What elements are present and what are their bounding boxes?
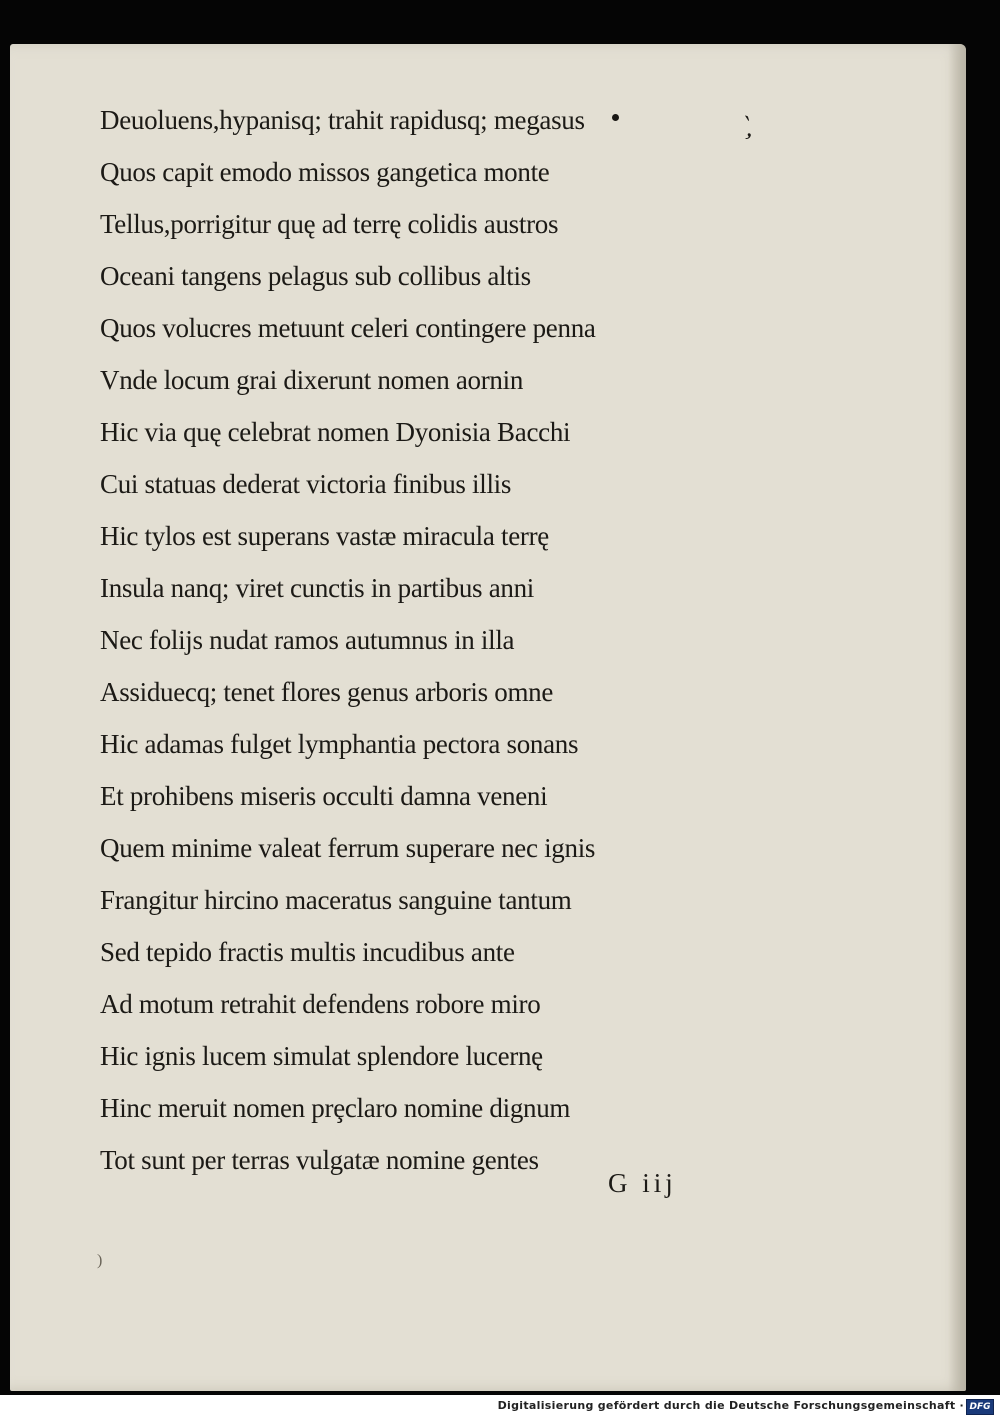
- text-line: Quos volucres metuunt celeri contingere penna: [100, 313, 596, 343]
- text-line: Hic ignis lucem simulat splendore lucernę: [100, 1041, 543, 1071]
- text-line: Nec folijs nudat ramos autumnus in illa: [100, 625, 515, 655]
- text-line: Hic adamas fulget lymphantia pectora sonans: [100, 729, 579, 759]
- text-line: Deuoluens,hypanisq; trahit rapidusq; megasus: [100, 105, 585, 135]
- text-line: Hic tylos est superans vastæ miracula terrę: [100, 521, 549, 551]
- signature-mark: G iij: [608, 1168, 677, 1198]
- text-line: Cui statuas dederat victoria finibus illis: [100, 469, 512, 499]
- text-line: Quem minime valeat ferrum superare nec ignis: [100, 833, 596, 863]
- text-line: Assiduecq; tenet flores genus arboris omne: [100, 677, 554, 707]
- dfg-logo-icon: DFG: [966, 1399, 994, 1415]
- text-line: Tellus,porrigitur quę ad terrę colidis austros: [100, 209, 559, 239]
- text-line: Insula nanq; viret cunctis in partibus anni: [100, 573, 534, 603]
- text-line: Hinc meruit nomen prȩclaro nomine dignum: [100, 1093, 571, 1123]
- text-line: Ad motum retrahit defendens robore miro: [100, 989, 541, 1019]
- text-line: Frangitur hircino maceratus sanguine tantum: [100, 885, 572, 915]
- page-edge-shadow: [948, 44, 966, 1391]
- funding-credit: Digitalisierung gefördert durch die Deutsche Forschungsgemeinschaft ·: [497, 1399, 964, 1412]
- text-line: Vnde locum grai dixerunt nomen aornin: [100, 365, 524, 395]
- text-line: Hic via quę celebrat nomen Dyonisia Bacchi: [100, 417, 571, 447]
- footer-bar: [0, 1395, 1000, 1419]
- ink-mark: `,: [735, 110, 760, 143]
- stray-mark: ): [97, 1252, 103, 1269]
- text-line: Quos capit emodo missos gangetica monte: [100, 157, 550, 187]
- text-line: Tot sunt per terras vulgatæ nomine gentes: [100, 1145, 539, 1175]
- text-line: Sed tepido fractis multis incudibus ante: [100, 937, 515, 967]
- text-line: Oceani tangens pelagus sub collibus altis: [100, 261, 531, 291]
- text-line: Et prohibens miseris occulti damna veneni: [100, 781, 548, 811]
- text-block: [100, 100, 660, 1192]
